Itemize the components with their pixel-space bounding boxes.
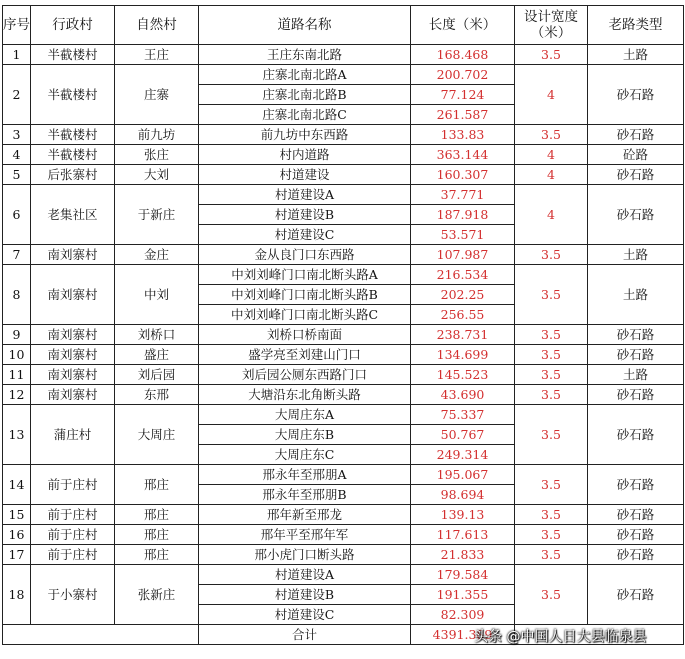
header-natural-village: 自然村 (115, 6, 199, 45)
old-road-type-cell: 砂石路 (588, 65, 684, 125)
admin-village-cell: 南刘寨村 (31, 385, 115, 405)
design-width-cell: 3.5 (515, 45, 588, 65)
design-width-cell: 4 (515, 185, 588, 245)
design-width-cell: 3.5 (515, 465, 588, 505)
admin-village-cell: 南刘寨村 (31, 245, 115, 265)
road-name-cell: 村道建设A (199, 565, 411, 585)
road-name-cell: 邢年新至邢龙 (199, 505, 411, 525)
header-road-name: 道路名称 (199, 6, 411, 45)
table-row (3, 365, 684, 385)
table-row (3, 125, 684, 145)
length-cell: 200.702 (411, 65, 515, 85)
natural-village-cell: 盛庄 (115, 345, 199, 365)
natural-village-cell: 于新庄 (115, 185, 199, 245)
length-cell: 160.307 (411, 165, 515, 185)
road-name-cell: 大周庄东B (199, 425, 411, 445)
admin-village-cell: 半截楼村 (31, 65, 115, 125)
row-number: 11 (3, 365, 31, 385)
length-cell: 43.690 (411, 385, 515, 405)
old-road-type-cell: 砂石路 (588, 405, 684, 465)
length-cell: 75.337 (411, 405, 515, 425)
header-row (3, 6, 684, 45)
table-row (3, 45, 684, 65)
length-cell: 98.694 (411, 485, 515, 505)
natural-village-cell: 邢庄 (115, 505, 199, 525)
total-label: 合计 (199, 625, 411, 645)
row-number: 2 (3, 65, 31, 125)
road-name-cell: 庄寨北南北路A (199, 65, 411, 85)
design-width-cell: 3.5 (515, 345, 588, 365)
design-width-cell: 4 (515, 165, 588, 185)
design-width-cell: 3.5 (515, 245, 588, 265)
design-width-cell: 3.5 (515, 265, 588, 325)
natural-village-cell: 张庄 (115, 145, 199, 165)
natural-village-cell: 大刘 (115, 165, 199, 185)
road-name-cell: 村道建设C (199, 225, 411, 245)
length-cell: 145.523 (411, 365, 515, 385)
length-cell: 133.83 (411, 125, 515, 145)
road-name-cell: 刘后园公厕东西路门口 (199, 365, 411, 385)
row-number: 12 (3, 385, 31, 405)
road-name-cell: 中刘刘峰门口南北断头路B (199, 285, 411, 305)
design-width-cell: 3.5 (515, 405, 588, 465)
old-road-type-cell: 砂石路 (588, 165, 684, 185)
row-number: 5 (3, 165, 31, 185)
length-cell: 216.534 (411, 265, 515, 285)
admin-village-cell: 半截楼村 (31, 145, 115, 165)
old-road-type-cell: 砂石路 (588, 345, 684, 365)
total-blank-cell (3, 625, 199, 645)
old-road-type-cell: 土路 (588, 45, 684, 65)
length-cell: 53.571 (411, 225, 515, 245)
old-road-type-cell: 砂石路 (588, 565, 684, 625)
natural-village-cell: 刘桥口 (115, 325, 199, 345)
table-row (3, 385, 684, 405)
table-row (3, 565, 684, 585)
length-cell: 134.699 (411, 345, 515, 365)
old-road-type-cell: 砂石路 (588, 525, 684, 545)
admin-village-cell: 后张寨村 (31, 165, 115, 185)
design-width-cell: 3.5 (515, 385, 588, 405)
road-name-cell: 大塘沿东北角断头路 (199, 385, 411, 405)
natural-village-cell: 张新庄 (115, 565, 199, 625)
admin-village-cell: 半截楼村 (31, 45, 115, 65)
road-table (2, 5, 684, 645)
natural-village-cell: 东邢 (115, 385, 199, 405)
design-width-cell: 3.5 (515, 545, 588, 565)
table-row (3, 525, 684, 545)
road-name-cell: 刘桥口桥南面 (199, 325, 411, 345)
length-cell: 363.144 (411, 145, 515, 165)
length-cell: 139.13 (411, 505, 515, 525)
table-row (3, 465, 684, 485)
natural-village-cell: 邢庄 (115, 465, 199, 505)
natural-village-cell: 王庄 (115, 45, 199, 65)
road-name-cell: 中刘刘峰门口南北断头路C (199, 305, 411, 325)
design-width-cell: 3.5 (515, 505, 588, 525)
admin-village-cell: 于小寨村 (31, 565, 115, 625)
old-road-type-cell: 土路 (588, 245, 684, 265)
table-row (3, 185, 684, 205)
design-width-cell: 3.5 (515, 365, 588, 385)
length-cell: 191.355 (411, 585, 515, 605)
natural-village-cell: 邢庄 (115, 545, 199, 565)
length-cell: 77.124 (411, 85, 515, 105)
old-road-type-cell: 砂石路 (588, 465, 684, 505)
design-width-cell: 3.5 (515, 565, 588, 625)
design-width-cell: 3.5 (515, 525, 588, 545)
old-road-type-cell: 砂石路 (588, 325, 684, 345)
table-row (3, 65, 684, 85)
admin-village-cell: 南刘寨村 (31, 345, 115, 365)
length-cell: 117.613 (411, 525, 515, 545)
design-width-cell: 3.5 (515, 125, 588, 145)
old-road-type-cell: 砂石路 (588, 185, 684, 245)
watermark-text: 头条 @中国人日大县临泉县 (474, 629, 647, 645)
length-cell: 195.067 (411, 465, 515, 485)
row-number: 9 (3, 325, 31, 345)
old-road-type-cell: 土路 (588, 365, 684, 385)
table-row (3, 145, 684, 165)
table-row (3, 345, 684, 365)
natural-village-cell: 刘后园 (115, 365, 199, 385)
table-row (3, 325, 684, 345)
natural-village-cell: 庄寨 (115, 65, 199, 125)
length-cell: 261.587 (411, 105, 515, 125)
row-number: 8 (3, 265, 31, 325)
old-road-type-cell: 土路 (588, 265, 684, 325)
admin-village-cell: 前于庄村 (31, 465, 115, 505)
row-number: 1 (3, 45, 31, 65)
length-cell: 187.918 (411, 205, 515, 225)
row-number: 18 (3, 565, 31, 625)
length-cell: 179.584 (411, 565, 515, 585)
table-row (3, 405, 684, 425)
header-admin-village: 行政村 (31, 6, 115, 45)
length-cell: 202.25 (411, 285, 515, 305)
road-name-cell: 邢小虎门口断头路 (199, 545, 411, 565)
admin-village-cell: 前于庄村 (31, 545, 115, 565)
road-name-cell: 邢年平至邢年军 (199, 525, 411, 545)
old-road-type-cell: 砂石路 (588, 545, 684, 565)
old-road-type-cell: 砂石路 (588, 385, 684, 405)
road-name-cell: 大周庄东A (199, 405, 411, 425)
length-cell: 256.55 (411, 305, 515, 325)
table-row (3, 165, 684, 185)
old-road-type-cell: 砂石路 (588, 125, 684, 145)
length-cell: 50.767 (411, 425, 515, 445)
admin-village-cell: 半截楼村 (31, 125, 115, 145)
row-number: 13 (3, 405, 31, 465)
row-number: 3 (3, 125, 31, 145)
road-name-cell: 庄寨北南北路C (199, 105, 411, 125)
design-width-cell: 4 (515, 65, 588, 125)
natural-village-cell: 邢庄 (115, 525, 199, 545)
road-name-cell: 邢永年至邢朋A (199, 465, 411, 485)
row-number: 17 (3, 545, 31, 565)
length-cell: 82.309 (411, 605, 515, 625)
header-length: 长度（米） (411, 6, 515, 45)
natural-village-cell: 中刘 (115, 265, 199, 325)
admin-village-cell: 前于庄村 (31, 525, 115, 545)
header-no: 序号 (3, 6, 31, 45)
row-number: 15 (3, 505, 31, 525)
header-old-road-type: 老路类型 (588, 6, 684, 45)
natural-village-cell: 金庄 (115, 245, 199, 265)
table-row (3, 505, 684, 525)
natural-village-cell: 大周庄 (115, 405, 199, 465)
table-row (3, 545, 684, 565)
road-name-cell: 盛学亮至刘建山门口 (199, 345, 411, 365)
natural-village-cell: 前九坊 (115, 125, 199, 145)
length-cell: 37.771 (411, 185, 515, 205)
road-name-cell: 前九坊中东西路 (199, 125, 411, 145)
row-number: 10 (3, 345, 31, 365)
admin-village-cell: 南刘寨村 (31, 265, 115, 325)
row-number: 7 (3, 245, 31, 265)
road-name-cell: 庄寨北南北路B (199, 85, 411, 105)
length-cell: 107.987 (411, 245, 515, 265)
road-name-cell: 村内道路 (199, 145, 411, 165)
road-name-cell: 村道建设C (199, 605, 411, 625)
road-name-cell: 金从良门口东西路 (199, 245, 411, 265)
road-name-cell: 王庄东南北路 (199, 45, 411, 65)
length-cell: 238.731 (411, 325, 515, 345)
road-name-cell: 村道建设B (199, 585, 411, 605)
length-cell: 168.468 (411, 45, 515, 65)
road-name-cell: 村道建设A (199, 185, 411, 205)
row-number: 6 (3, 185, 31, 245)
road-name-cell: 村道建设 (199, 165, 411, 185)
design-width-cell: 3.5 (515, 325, 588, 345)
table-row (3, 245, 684, 265)
admin-village-cell: 老集社区 (31, 185, 115, 245)
admin-village-cell: 前于庄村 (31, 505, 115, 525)
row-number: 14 (3, 465, 31, 505)
road-name-cell: 村道建设B (199, 205, 411, 225)
old-road-type-cell: 砼路 (588, 145, 684, 165)
design-width-cell: 4 (515, 145, 588, 165)
row-number: 4 (3, 145, 31, 165)
row-number: 16 (3, 525, 31, 545)
old-road-type-cell: 砂石路 (588, 505, 684, 525)
admin-village-cell: 南刘寨村 (31, 325, 115, 345)
table-row (3, 265, 684, 285)
admin-village-cell: 南刘寨村 (31, 365, 115, 385)
road-name-cell: 邢永年至邢朋B (199, 485, 411, 505)
admin-village-cell: 蒲庄村 (31, 405, 115, 465)
road-name-cell: 大周庄东C (199, 445, 411, 465)
length-cell: 21.833 (411, 545, 515, 565)
header-design-width: 设计宽度（米） (515, 6, 588, 45)
total-length: 4391.389 (411, 625, 515, 645)
road-name-cell: 中刘刘峰门口南北断头路A (199, 265, 411, 285)
length-cell: 249.314 (411, 445, 515, 465)
